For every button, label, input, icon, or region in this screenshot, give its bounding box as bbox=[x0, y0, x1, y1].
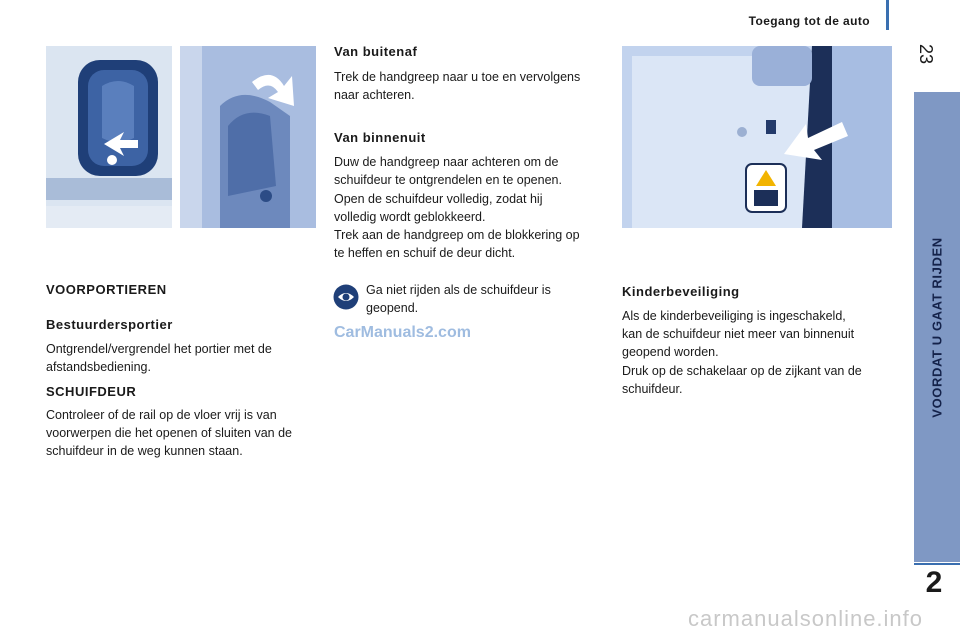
chapter-number: 2 bbox=[925, 566, 943, 599]
kinderbeveiliging-line5: schuifdeur. bbox=[622, 382, 683, 396]
exterior-handle-photo bbox=[46, 46, 172, 228]
van-buitenaf-line2: naar achteren. bbox=[334, 88, 415, 102]
header-divider bbox=[886, 0, 889, 30]
bestuurdersportier-line2: afstandsbediening. bbox=[46, 360, 151, 374]
child-lock-photo bbox=[622, 46, 892, 228]
interior-handle-photo bbox=[180, 46, 316, 228]
heading-kinderbeveiliging: Kinderbeveiliging bbox=[622, 284, 740, 299]
kinderbeveiliging-line2: kan de schuifdeur niet meer van binnenuit bbox=[622, 327, 855, 341]
watermark-brand: CarManuals2.com bbox=[334, 324, 471, 341]
eye-icon bbox=[333, 284, 359, 310]
van-binnenuit-p3-l1: Trek aan de handgreep om de blokkering op bbox=[334, 228, 580, 242]
kinderbeveiliging-line4: Druk op de schakelaar op de zijkant van de bbox=[622, 364, 862, 378]
van-buitenaf-line1: Trek de handgreep naar u toe en vervolgens bbox=[334, 70, 581, 84]
child-lock-icon bbox=[622, 46, 892, 228]
page-header-title: Toegang tot de auto bbox=[748, 14, 870, 28]
schuifdeur-line2: voorwerpen die het openen of sluiten van de bbox=[46, 426, 293, 440]
chapter-tab-label-wrap bbox=[914, 92, 960, 562]
chapter-title: VOORDAT U GAAT RIJDEN bbox=[929, 236, 945, 418]
heading-schuifdeur: SCHUIFDEUR bbox=[46, 384, 137, 399]
chapter-divider bbox=[914, 563, 960, 565]
watermark-site: carmanualsonline.info bbox=[688, 606, 924, 631]
arrow-icon bbox=[180, 46, 316, 228]
kinderbeveiliging-line1: Als de kinderbeveiliging is ingeschakeld, bbox=[622, 309, 846, 323]
van-binnenuit-p3-l2: te heffen en schuif de deur dicht. bbox=[334, 246, 516, 260]
heading-van-binnenuit: Van binnenuit bbox=[334, 130, 426, 145]
van-binnenuit-p1-l1: Duw de handgreep naar achteren om de bbox=[334, 155, 559, 169]
door-handle-icon bbox=[46, 46, 172, 228]
heading-van-buitenaf: Van buitenaf bbox=[334, 44, 418, 59]
note-line2: geopend. bbox=[366, 301, 419, 315]
schuifdeur-line1: Controleer of de rail op de vloer vrij is van bbox=[46, 408, 277, 422]
heading-bestuurdersportier: Bestuurdersportier bbox=[46, 317, 173, 332]
note-line1: Ga niet rijden als de schuifdeur is bbox=[366, 283, 551, 297]
bestuurdersportier-line1: Ontgrendel/vergrendel het portier met de bbox=[46, 342, 272, 356]
van-binnenuit-p2-l1: Open de schuifdeur volledig, zodat hij bbox=[334, 192, 543, 206]
page-number: 23 bbox=[916, 43, 936, 65]
kinderbeveiliging-line3: geopend worden. bbox=[622, 345, 719, 359]
heading-voorportieren: VOORPORTIEREN bbox=[46, 282, 167, 297]
van-binnenuit-p1-l2: schuifdeur te ontgrendelen en te openen. bbox=[334, 173, 562, 187]
schuifdeur-line3: schuifdeur in de weg kunnen staan. bbox=[46, 444, 243, 458]
van-binnenuit-p2-l2: volledig wordt geblokkeerd. bbox=[334, 210, 486, 224]
